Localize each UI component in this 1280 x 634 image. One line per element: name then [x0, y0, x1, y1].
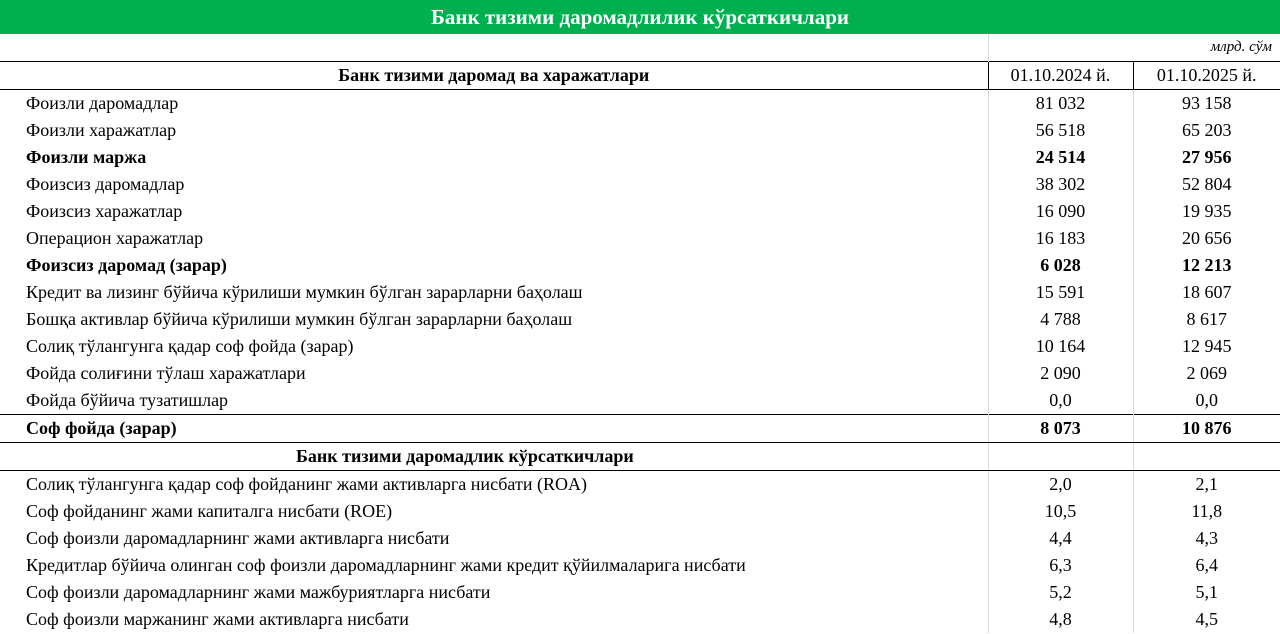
header-date-2025: 01.10.2025 й.: [1133, 62, 1280, 90]
table-row: [0, 552, 1280, 579]
value-2024: 4 788: [988, 306, 1133, 333]
value-2025: 20 656: [1133, 225, 1280, 252]
row-label: Соф фоизли даромадларнинг жами активларга нисбати: [26, 528, 450, 548]
row-label: Фойда бўйича тузатишлар: [26, 390, 229, 410]
value-2024: 0,0: [988, 387, 1133, 415]
value-2024: 2 090: [988, 360, 1133, 387]
row-label: Фойда солиғини тўлаш харажатлари: [26, 363, 306, 383]
value-2024: 4,8: [988, 606, 1133, 633]
table-row: [0, 498, 1280, 525]
row-label: Соф фоизли даромадларнинг жами мажбуриятларга нисбати: [26, 582, 491, 602]
total-row: [0, 415, 1280, 443]
profitability-table: [0, 34, 1280, 633]
table-row: [0, 90, 1280, 118]
value-2025: 93 158: [1133, 90, 1280, 118]
value-2025: 12 945: [1133, 333, 1280, 360]
table-row: [0, 387, 1280, 415]
value-2024: 16 090: [988, 198, 1133, 225]
row-label: Соф фоизли маржанинг жами активларга нисбати: [26, 609, 409, 629]
row-label: Фоизсиз даромадлар: [26, 174, 185, 194]
value-2025: 10 876: [1133, 415, 1280, 443]
row-label: Фоизли харажатлар: [26, 120, 177, 140]
table-row: [0, 225, 1280, 252]
row-label: Солиқ тўлангунга қадар соф фойда (зарар): [26, 336, 354, 356]
table-row: [0, 117, 1280, 144]
value-2025: 65 203: [1133, 117, 1280, 144]
value-2025: 2,1: [1133, 471, 1280, 499]
value-2024: 6,3: [988, 552, 1133, 579]
table-title: Банк тизими даромадлилик кўрсаткичлари: [0, 0, 1280, 34]
table-row: [0, 360, 1280, 387]
row-label: Фоизсиз харажатлар: [26, 201, 183, 221]
value-2024: 10 164: [988, 333, 1133, 360]
row-label: Бошқа активлар бўйича кўрилиши мумкин бўлган зарарларни баҳолаш: [26, 309, 573, 329]
row-label: Фоизли маржа: [26, 147, 147, 167]
value-2024: 10,5: [988, 498, 1133, 525]
table-row: [0, 333, 1280, 360]
value-2024: 56 518: [988, 117, 1133, 144]
header-label: Банк тизими даромад ва харажатлари: [0, 62, 988, 90]
value-2024: 16 183: [988, 225, 1133, 252]
value-2024: 4,4: [988, 525, 1133, 552]
table-row: [0, 606, 1280, 633]
table-row: [0, 279, 1280, 306]
value-2025: 19 935: [1133, 198, 1280, 225]
row-label: Солиқ тўлангунга қадар соф фойданинг жами активларга нисбати (ROA): [26, 474, 587, 494]
table-row: [0, 144, 1280, 171]
value-2025: 5,1: [1133, 579, 1280, 606]
row-label: Фоизли даромадлар: [26, 93, 179, 113]
table-row: [0, 306, 1280, 333]
value-2024: 15 591: [988, 279, 1133, 306]
value-2025: 52 804: [1133, 171, 1280, 198]
value-2025: 6,4: [1133, 552, 1280, 579]
row-label: Кредит ва лизинг бўйича кўрилиши мумкин бўлган зарарларни баҳолаш: [26, 282, 583, 302]
value-2025: 0,0: [1133, 387, 1280, 415]
unit-row: [0, 34, 1280, 62]
value-2024: 38 302: [988, 171, 1133, 198]
value-2025: 11,8: [1133, 498, 1280, 525]
row-label: Операцион харажатлар: [26, 228, 204, 248]
value-2024: 5,2: [988, 579, 1133, 606]
table-row: [0, 471, 1280, 499]
value-2024: 24 514: [988, 144, 1133, 171]
row-label: Соф фойданинг жами капиталга нисбати (ROE): [26, 501, 393, 521]
table-row: [0, 171, 1280, 198]
value-2025: 27 956: [1133, 144, 1280, 171]
table-row: [0, 579, 1280, 606]
value-2025: 18 607: [1133, 279, 1280, 306]
value-2025: 4,3: [1133, 525, 1280, 552]
table-row: [0, 525, 1280, 552]
section-header-row: [0, 443, 1280, 471]
value-2025: 4,5: [1133, 606, 1280, 633]
row-label: Фоизсиз даромад (зарар): [26, 255, 227, 275]
table-row: [0, 198, 1280, 225]
header-row: [0, 62, 1280, 90]
value-2025: 8 617: [1133, 306, 1280, 333]
row-label: Соф фойда (зарар): [0, 415, 988, 443]
value-2024: 2,0: [988, 471, 1133, 499]
value-2025: 12 213: [1133, 252, 1280, 279]
section-title: Банк тизими даромадлик кўрсаткичлари: [0, 443, 988, 471]
table-row: [0, 252, 1280, 279]
value-2024: 8 073: [988, 415, 1133, 443]
row-label: Кредитлар бўйича олинган соф фоизли даромадларнинг жами кредит қўйилмаларига нисбати: [26, 555, 746, 575]
value-2024: 81 032: [988, 90, 1133, 118]
header-date-2024: 01.10.2024 й.: [988, 62, 1133, 90]
value-2025: 2 069: [1133, 360, 1280, 387]
value-2024: 6 028: [988, 252, 1133, 279]
unit-label: млрд. сўм: [1210, 39, 1272, 55]
